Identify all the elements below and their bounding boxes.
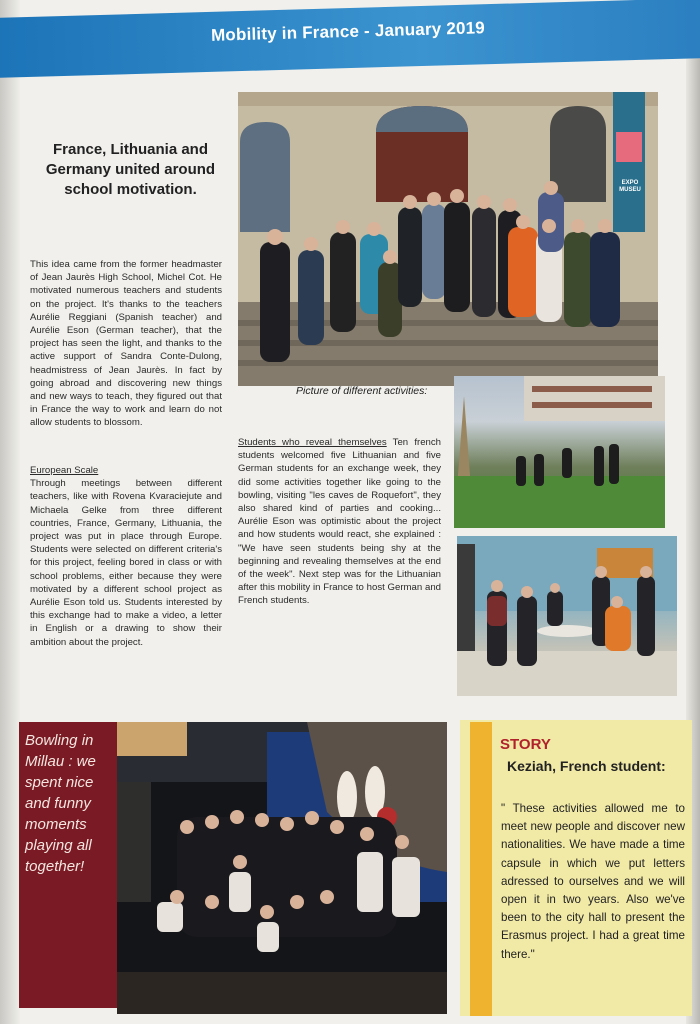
photo-caption: Picture of different activities: bbox=[296, 385, 428, 397]
intro-paragraph bbox=[30, 258, 222, 430]
bowling-caption: Bowling in Millau : we spent nice and funny moments playing all together! bbox=[25, 732, 96, 875]
bowling-illustration bbox=[117, 722, 447, 1014]
bowling-group-photo bbox=[117, 722, 447, 1014]
outdoor-activity-photo bbox=[454, 376, 665, 528]
section-european-scale bbox=[30, 464, 222, 649]
school-building-illustration bbox=[238, 92, 658, 386]
european-scale-text: Through meetings between different teachers, like with Rovena Kvaraciejute and Michaela Gelke from three different countries, France, Germany, Lithuania, the project was put in place through Europe. Students were selected on different criteria's for this project, feeling bored in class or with school problems, either because they were motivated by a different school project as Aurélie Eson told us. Students interested by this exchange had to make a video, a letter in English or a drawing to show their ambition about the project. bbox=[30, 478, 222, 648]
page-header-title: Mobility in France - January 2019 bbox=[210, 18, 486, 45]
story-tag: STORY bbox=[500, 736, 551, 753]
indoor-activity-photo bbox=[457, 536, 677, 696]
story-accent-bar bbox=[470, 722, 492, 1016]
expo-poster-text: EXPO MUSEU bbox=[619, 180, 641, 193]
indoor-activity-illustration bbox=[457, 536, 677, 696]
students-reveal-text: Ten french students welcomed five Lithuanian and five German students for an exchange week, they did some activities together like going to the bowling, visiting "les caves de Roquefort", they also shared kind of parties and cooking... Aurélie Eson was optimistic about the project and how students would react, she explained : "We have seen students being shy at the beginning and revealing themselves at the end of the week". Next step was for the Lithuanian after this mobility in France to host German and French students. bbox=[238, 437, 441, 607]
bowling-caption-box bbox=[19, 722, 117, 1008]
page-fold-shadow bbox=[0, 0, 20, 1024]
story-person-name: Keziah, French student: bbox=[507, 758, 666, 774]
intro-text: This idea came from the former headmaster of Jean Jaurès High School, Michel Cot. He motivated numerous teachers and students on the project. It's thanks to the teachers Aurélie Reggiani (Spanish teacher) and Aurélie Eson (German teacher), that the project has seen the light, and thanks to the active support of Sandra Conte-Dulong, headmistress of Jean Jaurès. In fact by going abroad and discovering new things and new ways to teach, they figured out that in France the way to work and learn do not allow students to blossom. bbox=[30, 259, 222, 429]
group-photo-school bbox=[238, 92, 658, 386]
section-students-reveal bbox=[238, 436, 441, 608]
european-scale-heading: European Scale bbox=[30, 465, 99, 476]
outdoor-activity-illustration bbox=[454, 376, 665, 528]
article-headline: France, Lithuania and Germany united around school motivation. bbox=[45, 141, 216, 198]
students-reveal-heading: Students who reveal themselves bbox=[238, 437, 387, 448]
story-quote: " These activities allowed me to meet new people and discover new nationalities. We have made a time capsule in which we put letters adressed to ourselves and we will open it in two years. Also we've been to the city hall to present the Erasmus project. I had a great time there." bbox=[501, 802, 685, 961]
